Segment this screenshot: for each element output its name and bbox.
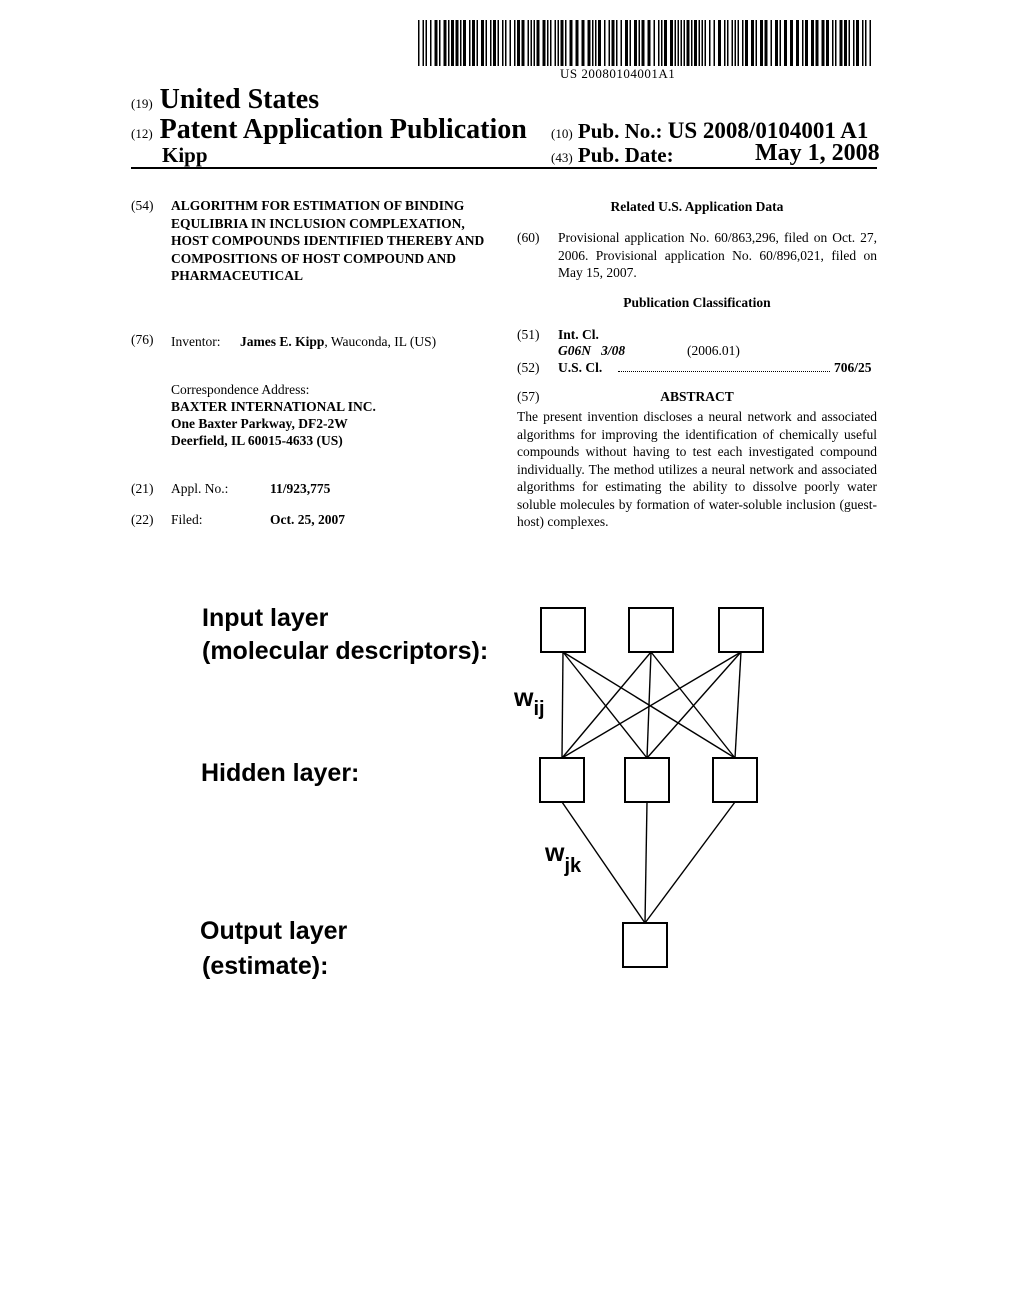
barcode-bar bbox=[505, 20, 507, 66]
barcode-bar bbox=[642, 20, 645, 66]
pub-number: US 2008/0104001 A1 bbox=[667, 118, 869, 143]
correspondence-street: One Baxter Parkway, DF2-2W bbox=[171, 416, 348, 431]
inventor-location: , Wauconda, IL (US) bbox=[324, 334, 437, 349]
barcode-bar bbox=[630, 20, 632, 66]
barcode-bar bbox=[595, 20, 597, 66]
inid-code-12: (12) bbox=[131, 126, 153, 141]
barcode-bar bbox=[709, 20, 711, 66]
barcode-bar bbox=[805, 20, 808, 66]
barcode-bar bbox=[472, 20, 475, 66]
barcode-bar bbox=[648, 20, 651, 66]
barcode-bar bbox=[423, 20, 425, 66]
barcode-bar bbox=[598, 20, 601, 66]
inid-code-60: (60) bbox=[517, 230, 540, 245]
barcode-bar bbox=[609, 20, 611, 66]
barcode-bar bbox=[694, 20, 697, 66]
barcode-bar bbox=[426, 20, 428, 66]
barcode-bar bbox=[561, 20, 564, 66]
barcode-bar bbox=[592, 20, 594, 66]
classification-heading: Publication Classification bbox=[623, 295, 771, 310]
appl-no-label: Appl. No.: bbox=[171, 481, 229, 496]
weight-jk-base: w bbox=[545, 839, 565, 867]
barcode-bar bbox=[477, 20, 479, 66]
barcode-bar bbox=[670, 20, 673, 66]
us-cl-label: U.S. Cl. bbox=[558, 360, 603, 375]
barcode-bar bbox=[826, 20, 829, 66]
barcode-bar bbox=[702, 20, 704, 66]
correspondence-name: BAXTER INTERNATIONAL INC. bbox=[171, 399, 376, 414]
barcode-bar bbox=[514, 20, 516, 66]
inid-code-57: (57) bbox=[517, 389, 540, 404]
barcode-bar bbox=[661, 20, 663, 66]
barcode-bar bbox=[588, 20, 591, 66]
barcode-bar bbox=[621, 20, 623, 66]
barcode-bar bbox=[687, 20, 690, 66]
weight-ij-subscript: ij bbox=[533, 698, 545, 720]
barcode-bar bbox=[699, 20, 701, 66]
barcode-bar bbox=[531, 20, 533, 66]
barcode-bar bbox=[771, 20, 773, 66]
barcode-bar bbox=[481, 20, 484, 66]
inid-code-22: (22) bbox=[131, 512, 154, 527]
inid-code-51: (51) bbox=[517, 327, 540, 342]
input-hidden-connection bbox=[735, 652, 741, 758]
inventor-label: Inventor: bbox=[171, 334, 221, 349]
barcode-bar bbox=[856, 20, 859, 66]
barcode-bar bbox=[718, 20, 721, 66]
input-layer-sublabel: (molecular descriptors): bbox=[202, 637, 489, 665]
barcode-bar bbox=[870, 20, 872, 66]
barcode-bar bbox=[430, 20, 432, 66]
barcode-bar bbox=[528, 20, 530, 66]
barcode-bar bbox=[612, 20, 615, 66]
barcode-bar bbox=[853, 20, 855, 66]
int-cl-year: (2006.01) bbox=[687, 343, 740, 358]
barcode-bar bbox=[502, 20, 504, 66]
barcode-bar bbox=[460, 20, 462, 66]
barcode-bar bbox=[439, 20, 441, 66]
inid-code-19: (19) bbox=[131, 96, 153, 111]
output-node bbox=[623, 923, 667, 967]
input-node bbox=[629, 608, 673, 652]
barcode-bar bbox=[582, 20, 585, 66]
pub-date-label: Pub. Date: bbox=[577, 143, 674, 167]
barcode-bar bbox=[840, 20, 843, 66]
barcode-bar bbox=[760, 20, 763, 66]
barcode-bar bbox=[724, 20, 726, 66]
barcode-bar bbox=[558, 20, 560, 66]
barcode-bar bbox=[664, 20, 667, 66]
neural-network-diagram bbox=[196, 596, 796, 996]
barcode-bar bbox=[537, 20, 540, 66]
barcode-bar bbox=[625, 20, 628, 66]
input-hidden-connection bbox=[651, 652, 735, 758]
barcode-bar bbox=[498, 20, 500, 66]
barcode-bar bbox=[451, 20, 454, 66]
barcode-bar bbox=[444, 20, 447, 66]
pub-number-label: Pub. No.: bbox=[577, 119, 663, 143]
barcode-bar bbox=[675, 20, 677, 66]
barcode-bar bbox=[534, 20, 536, 66]
header-divider bbox=[131, 167, 877, 169]
barcode-bar bbox=[735, 20, 737, 66]
barcode-bar bbox=[790, 20, 793, 66]
weight-ij-base: w bbox=[514, 684, 534, 712]
pub-date-label-line bbox=[551, 143, 674, 168]
hidden-node bbox=[540, 758, 584, 802]
abstract-text: The present invention discloses a neural network and associated algorithms for improving the identification of chemically useful compounds without having to test each investigated compound individually. The method utilizes a neural network and associated algorithms for estimating the ability to dissolve poorly water soluble molecules by formation of water-soluble inclusion (guest-host) complexes. bbox=[517, 409, 877, 529]
correspondence-city: Deerfield, IL 60015-4633 (US) bbox=[171, 433, 343, 448]
hidden-output-connection bbox=[645, 802, 647, 923]
barcode-bar bbox=[510, 20, 512, 66]
barcode-bar bbox=[616, 20, 618, 66]
us-cl-leader bbox=[618, 371, 830, 372]
barcode-bar bbox=[550, 20, 552, 66]
barcode-bar bbox=[555, 20, 557, 66]
correspondence-label: Correspondence Address: bbox=[171, 382, 310, 397]
barcode-bar bbox=[862, 20, 864, 66]
int-cl-class: G06N 3/08 bbox=[558, 343, 626, 358]
barcode-number: US 20080104001A1 bbox=[560, 66, 676, 81]
weight-jk-label bbox=[544, 839, 582, 877]
barcode-bar bbox=[456, 20, 459, 66]
barcode-bar bbox=[448, 20, 450, 66]
inid-code-54: (54) bbox=[131, 198, 154, 213]
filed-date: Oct. 25, 2007 bbox=[270, 512, 345, 527]
input-hidden-connection bbox=[647, 652, 741, 758]
barcode-bar bbox=[543, 20, 546, 66]
barcode-bar bbox=[681, 20, 683, 66]
barcode-bar bbox=[490, 20, 492, 66]
inid-code-43: (43) bbox=[551, 150, 573, 165]
barcode-bar bbox=[844, 20, 847, 66]
barcode-bar bbox=[678, 20, 680, 66]
input-node bbox=[541, 608, 585, 652]
input-node bbox=[719, 608, 763, 652]
barcode-bar bbox=[751, 20, 754, 66]
barcode-bar bbox=[849, 20, 851, 66]
barcode-bar bbox=[463, 20, 466, 66]
barcode-bar bbox=[493, 20, 496, 66]
barcode-bar bbox=[547, 20, 549, 66]
hidden-node bbox=[625, 758, 669, 802]
barcode-bar bbox=[576, 20, 579, 66]
barcode-bar bbox=[780, 20, 782, 66]
country-line bbox=[131, 84, 319, 116]
barcode-bar bbox=[738, 20, 740, 66]
input-hidden-connection bbox=[562, 652, 563, 758]
inid-code-52: (52) bbox=[517, 360, 540, 375]
barcode-bar bbox=[727, 20, 729, 66]
inid-code-76: (76) bbox=[131, 332, 154, 347]
inventor-entry bbox=[240, 333, 436, 351]
barcode-bar bbox=[418, 20, 420, 66]
barcode-bar bbox=[658, 20, 660, 66]
inventor-name: James E. Kipp bbox=[240, 334, 325, 349]
barcode-bar bbox=[517, 20, 520, 66]
hidden-node bbox=[713, 758, 757, 802]
barcode bbox=[418, 20, 876, 66]
country-name: United States bbox=[159, 84, 320, 115]
barcode-bar bbox=[784, 20, 787, 66]
barcode-bar bbox=[745, 20, 748, 66]
barcode-bar bbox=[865, 20, 867, 66]
publication-type-line bbox=[131, 114, 527, 146]
barcode-bar bbox=[604, 20, 606, 66]
barcode-bar bbox=[756, 20, 758, 66]
publication-type: Patent Application Publication bbox=[159, 114, 527, 145]
barcode-bar bbox=[654, 20, 656, 66]
barcode-bar bbox=[486, 20, 488, 66]
pub-date: May 1, 2008 bbox=[755, 140, 880, 166]
barcode-bar bbox=[639, 20, 641, 66]
appl-no: 11/923,775 bbox=[270, 481, 331, 496]
input-layer-label: Input layer bbox=[202, 604, 329, 632]
weight-jk-subscript: jk bbox=[564, 855, 582, 877]
filed-label: Filed: bbox=[171, 512, 203, 527]
header-inventor: Kipp bbox=[162, 143, 208, 167]
barcode-bar bbox=[811, 20, 814, 66]
output-layer-sublabel: (estimate): bbox=[202, 952, 329, 980]
barcode-bar bbox=[835, 20, 837, 66]
hidden-layer-label: Hidden layer: bbox=[201, 759, 360, 787]
barcode-bar bbox=[684, 20, 686, 66]
barcode-bar bbox=[742, 20, 744, 66]
barcode-bar bbox=[469, 20, 471, 66]
barcode-bar bbox=[816, 20, 819, 66]
patent-title: ALGORITHM FOR ESTIMATION OF BINDING EQULIBRIA IN INCLUSION COMPLEXATION, HOST COMPOUNDS IDENTIFIED THEREBY AND COMPOSITIONS OF HOST COMPOUND AND PHARMACEUTICAL bbox=[171, 198, 485, 283]
barcode-bar bbox=[775, 20, 778, 66]
barcode-bar bbox=[796, 20, 799, 66]
barcode-bar bbox=[705, 20, 707, 66]
barcode-bar bbox=[634, 20, 637, 66]
barcode-bar bbox=[822, 20, 825, 66]
barcode-bar bbox=[714, 20, 716, 66]
hidden-output-connection bbox=[645, 802, 735, 923]
barcode-bar bbox=[435, 20, 438, 66]
output-layer-label: Output layer bbox=[200, 917, 348, 945]
barcode-bar bbox=[565, 20, 567, 66]
barcode-bar bbox=[732, 20, 734, 66]
barcode-bar bbox=[522, 20, 525, 66]
inid-code-21: (21) bbox=[131, 481, 154, 496]
barcode-bar bbox=[832, 20, 834, 66]
inid-code-10: (10) bbox=[551, 126, 573, 141]
abstract-heading: ABSTRACT bbox=[660, 389, 734, 404]
provisional-text: Provisional application No. 60/863,296, filed on Oct. 27, 2006. Provisional application No. 60/896,021, filed on May 15, 2007. bbox=[558, 230, 877, 280]
barcode-bar bbox=[765, 20, 768, 66]
related-data-heading: Related U.S. Application Data bbox=[610, 199, 784, 214]
weight-ij-label bbox=[513, 684, 545, 720]
us-cl-value: 706/25 bbox=[834, 360, 872, 375]
int-cl-label: Int. Cl. bbox=[558, 327, 599, 342]
barcode-bar bbox=[570, 20, 573, 66]
barcode-bar bbox=[691, 20, 693, 66]
barcode-bar bbox=[802, 20, 804, 66]
